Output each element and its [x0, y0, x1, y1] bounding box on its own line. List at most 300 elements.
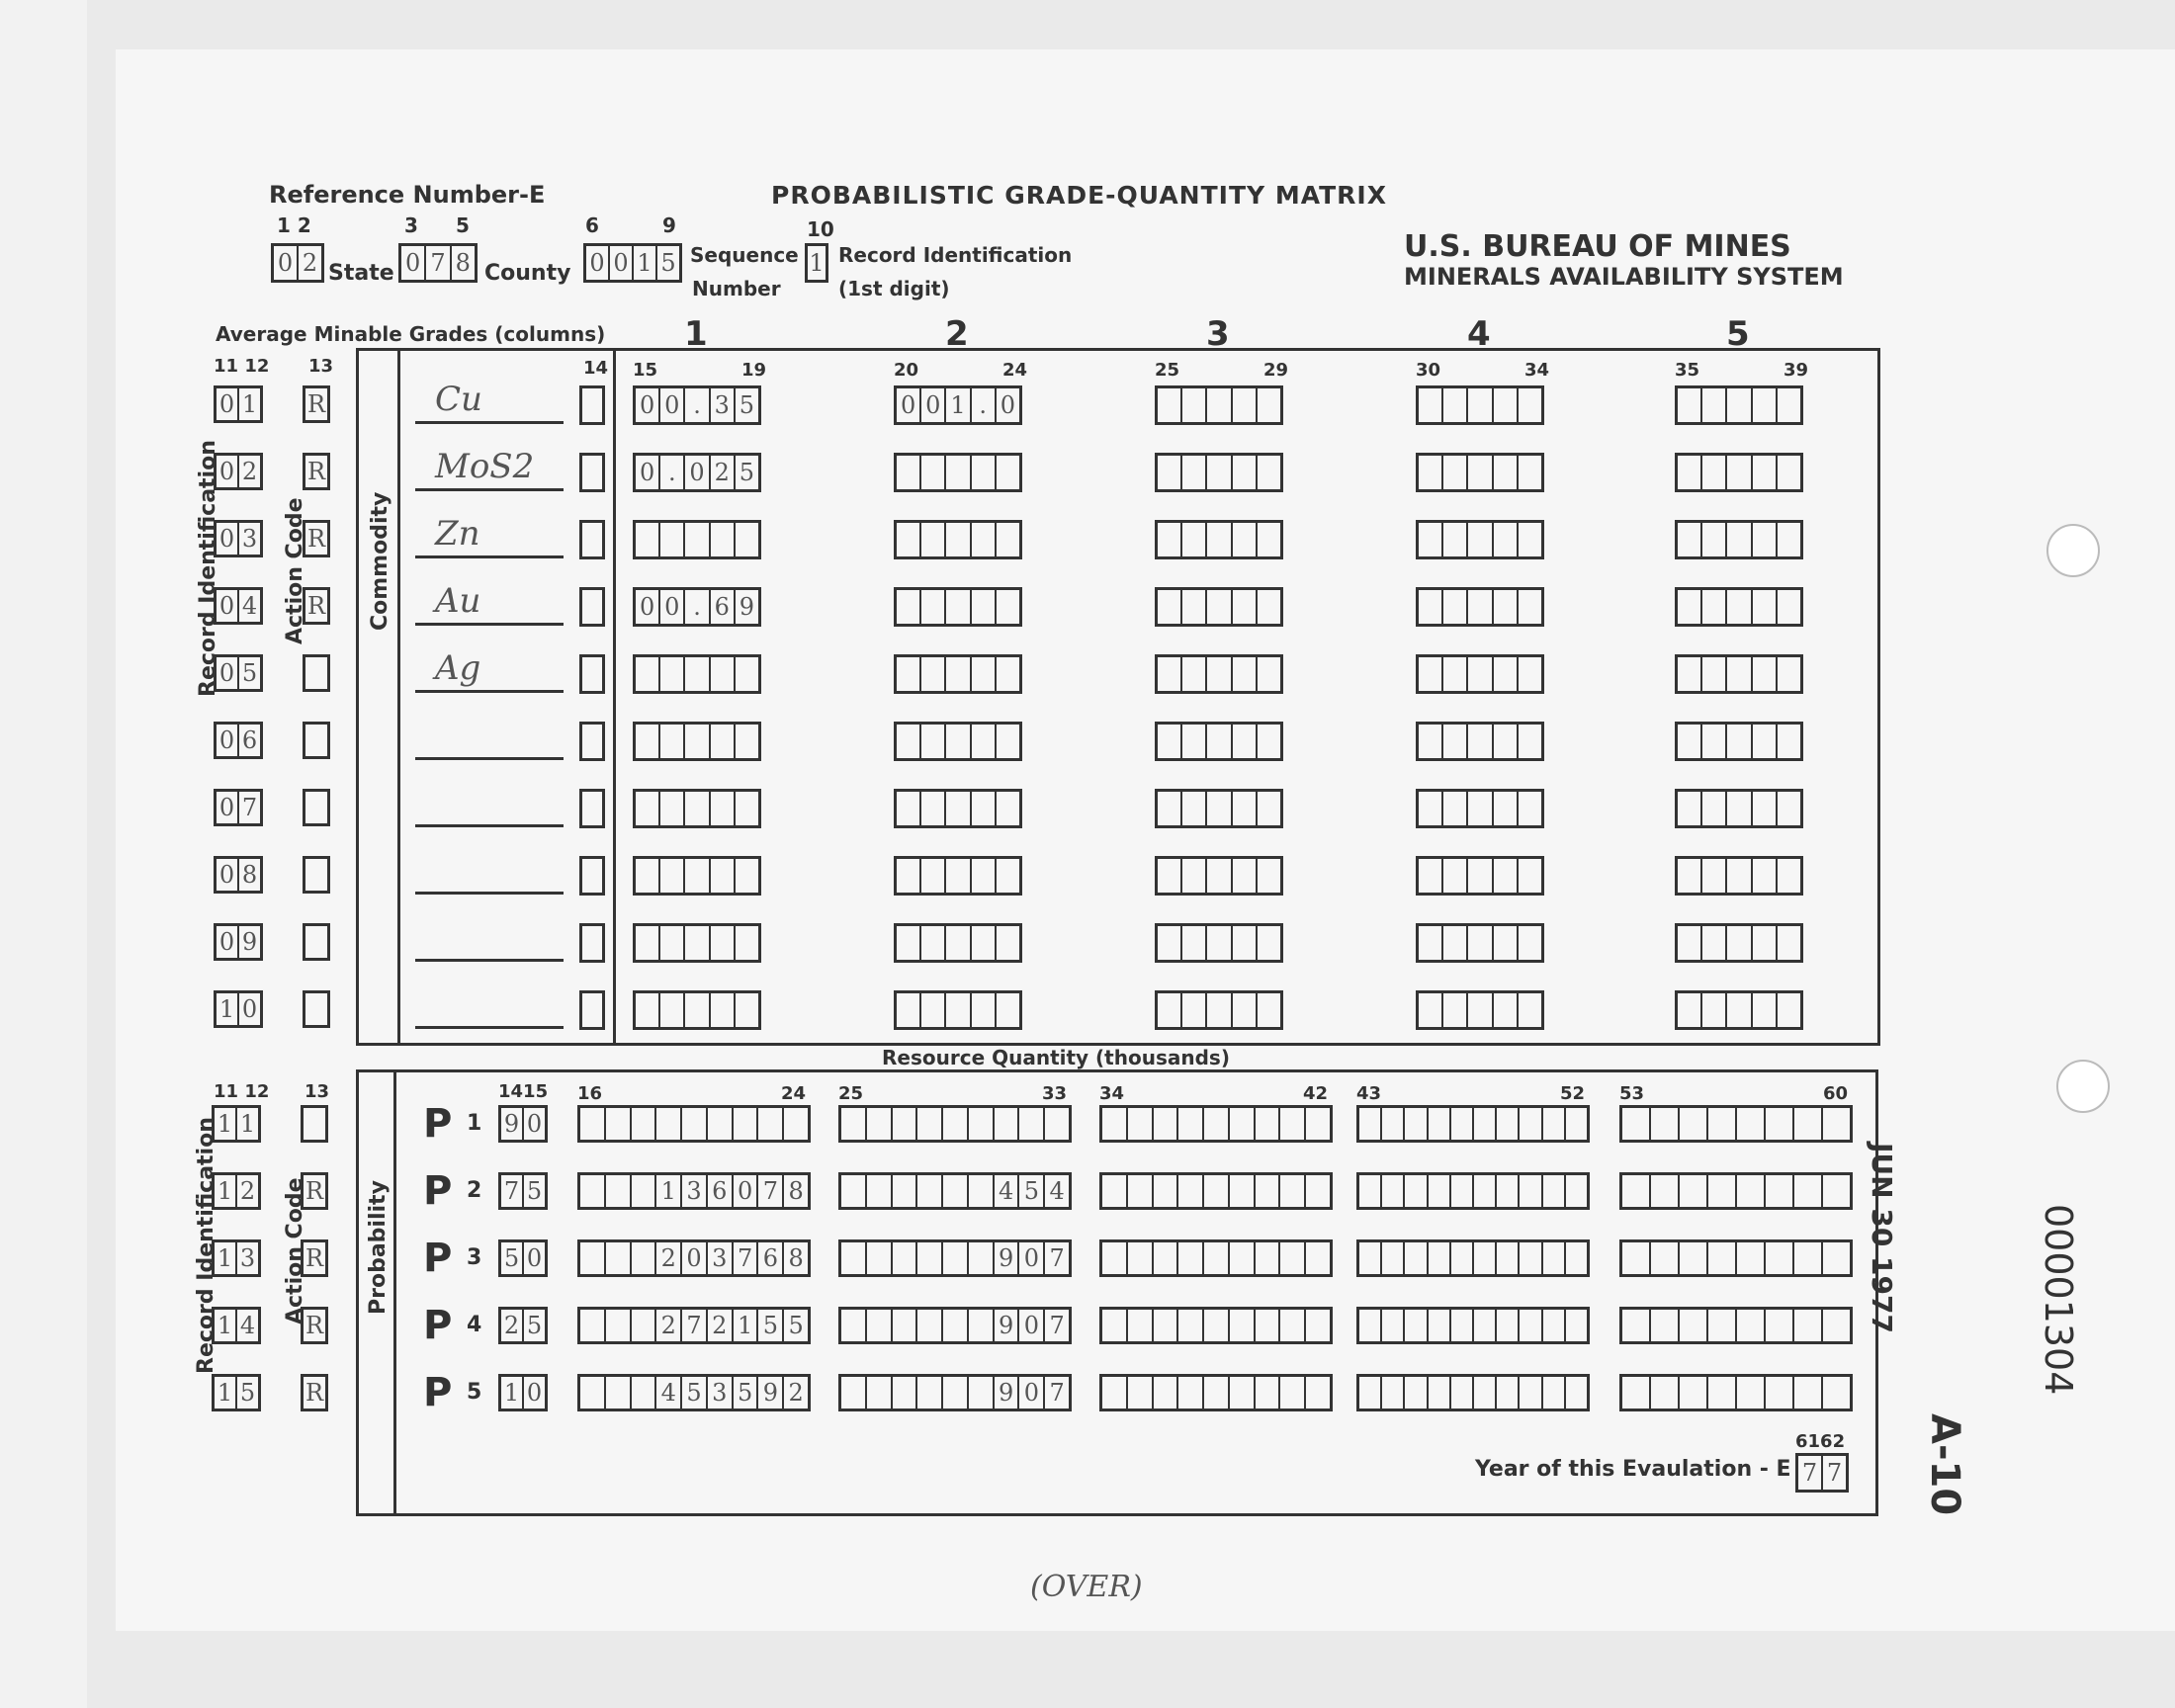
box-cell[interactable]: 1: [217, 993, 239, 1025]
box-cell[interactable]: [1520, 1108, 1542, 1140]
box-cell[interactable]: [1519, 725, 1541, 758]
box-cell[interactable]: [1519, 523, 1541, 556]
box-cell[interactable]: 0: [526, 1110, 543, 1138]
box-cell[interactable]: [1233, 523, 1258, 556]
box-cell[interactable]: [1737, 1242, 1766, 1274]
box-cell[interactable]: [917, 1310, 943, 1341]
box-cell[interactable]: [1419, 993, 1443, 1027]
box-cell[interactable]: 7: [1049, 1244, 1065, 1272]
grade-box[interactable]: [1155, 587, 1283, 627]
box-cell[interactable]: [1419, 523, 1443, 556]
box-cell[interactable]: [946, 657, 971, 691]
box-cell[interactable]: [1678, 456, 1702, 489]
box-cell[interactable]: [1727, 859, 1752, 893]
box-cell[interactable]: [1443, 590, 1468, 624]
box-cell[interactable]: [1419, 657, 1443, 691]
box-cell[interactable]: [1494, 993, 1519, 1027]
box-cell[interactable]: [1678, 657, 1702, 691]
box-cell[interactable]: [1158, 993, 1182, 1027]
box-cell[interactable]: 0: [217, 926, 239, 958]
box-cell[interactable]: [1451, 1310, 1474, 1341]
box-cell[interactable]: [1102, 1108, 1128, 1140]
action-code-box[interactable]: [301, 1374, 328, 1411]
box-cell[interactable]: [1727, 388, 1752, 422]
probability-value-box[interactable]: [498, 1105, 548, 1143]
box-cell[interactable]: [1520, 1175, 1542, 1207]
box-cell[interactable]: 8: [788, 1244, 804, 1272]
box-cell[interactable]: 1: [656, 1175, 682, 1207]
box-cell[interactable]: [969, 1175, 995, 1207]
box-cell[interactable]: [305, 993, 327, 1025]
box-cell[interactable]: [1443, 859, 1468, 893]
box-cell[interactable]: .: [685, 590, 710, 624]
box-cell[interactable]: [1204, 1377, 1230, 1409]
action-code-box[interactable]: [303, 453, 330, 490]
box-cell[interactable]: [1419, 792, 1443, 825]
box-cell[interactable]: [1778, 590, 1800, 624]
box-cell[interactable]: [1280, 1377, 1306, 1409]
box-cell[interactable]: [1678, 792, 1702, 825]
box-cell[interactable]: [1429, 1377, 1451, 1409]
box-cell[interactable]: 2: [501, 1310, 524, 1341]
box-cell[interactable]: [580, 1175, 606, 1207]
commodity-flag-box[interactable]: [579, 453, 605, 492]
grade-box[interactable]: [1155, 923, 1283, 963]
box-cell[interactable]: [1474, 1242, 1497, 1274]
box-cell[interactable]: [711, 523, 736, 556]
box-cell[interactable]: [580, 1242, 606, 1274]
box-cell[interactable]: [969, 1377, 995, 1409]
box-cell[interactable]: [1468, 657, 1493, 691]
box-cell[interactable]: [946, 456, 971, 489]
quantity-box[interactable]: [1356, 1105, 1590, 1143]
box-cell[interactable]: [1258, 590, 1280, 624]
box-cell[interactable]: 1: [239, 1110, 256, 1138]
grade-box[interactable]: [633, 385, 761, 425]
record-id-box[interactable]: [214, 990, 263, 1028]
box-cell[interactable]: [736, 792, 758, 825]
box-cell[interactable]: [1497, 1108, 1520, 1140]
box-cell[interactable]: 8: [241, 861, 258, 889]
box-cell[interactable]: [1154, 1377, 1179, 1409]
box-cell[interactable]: [1306, 1108, 1330, 1140]
box-cell[interactable]: [1519, 456, 1541, 489]
box-cell[interactable]: 5: [1019, 1175, 1045, 1207]
box-cell[interactable]: 3: [708, 1377, 734, 1409]
box-cell[interactable]: [997, 657, 1019, 691]
quantity-box[interactable]: [1356, 1307, 1590, 1344]
box-cell[interactable]: [636, 993, 660, 1027]
box-cell[interactable]: [1419, 725, 1443, 758]
box-cell[interactable]: [1178, 1108, 1204, 1140]
box-cell[interactable]: [1443, 926, 1468, 960]
box-cell[interactable]: [1566, 1377, 1587, 1409]
box-cell[interactable]: [1543, 1175, 1566, 1207]
grade-box[interactable]: [633, 856, 761, 896]
record-id-box[interactable]: [212, 1307, 261, 1344]
grade-box[interactable]: [1155, 789, 1283, 828]
box-cell[interactable]: [1702, 590, 1727, 624]
box-cell[interactable]: [1382, 1108, 1405, 1140]
box-cell[interactable]: [917, 1108, 943, 1140]
box-cell[interactable]: 9: [995, 1310, 1020, 1341]
box-cell[interactable]: [1256, 1108, 1281, 1140]
box-cell[interactable]: 3: [708, 1242, 734, 1274]
box-cell[interactable]: [1233, 456, 1258, 489]
commodity-flag-box[interactable]: [579, 923, 605, 963]
box-cell[interactable]: [897, 725, 921, 758]
box-cell[interactable]: [1737, 1377, 1766, 1409]
box-cell[interactable]: [1519, 657, 1541, 691]
grade-box[interactable]: [894, 722, 1022, 761]
box-cell[interactable]: [1182, 993, 1207, 1027]
box-cell[interactable]: [1823, 1108, 1850, 1140]
box-cell[interactable]: 2: [788, 1379, 804, 1407]
box-cell[interactable]: 9: [241, 928, 258, 956]
box-cell[interactable]: [1405, 1242, 1428, 1274]
box-cell[interactable]: [1178, 1310, 1204, 1341]
box-cell[interactable]: 0: [217, 590, 239, 622]
box-cell[interactable]: [1419, 926, 1443, 960]
box-cell[interactable]: [1468, 993, 1493, 1027]
box-cell[interactable]: [972, 926, 997, 960]
action-code-box[interactable]: [303, 722, 330, 759]
box-cell[interactable]: [685, 792, 710, 825]
box-cell[interactable]: 0: [921, 388, 946, 422]
box-cell[interactable]: 7: [682, 1310, 708, 1341]
box-cell[interactable]: [1102, 1310, 1128, 1341]
box-cell[interactable]: [1823, 1377, 1850, 1409]
box-cell[interactable]: [1256, 1310, 1281, 1341]
box-cell[interactable]: [1258, 792, 1280, 825]
box-cell[interactable]: [1468, 725, 1493, 758]
grade-box[interactable]: [894, 587, 1022, 627]
box-cell[interactable]: 3: [241, 525, 258, 553]
box-cell[interactable]: 9: [995, 1242, 1020, 1274]
box-cell[interactable]: 5: [682, 1377, 708, 1409]
box-cell[interactable]: 0: [682, 1242, 708, 1274]
grade-box[interactable]: [1675, 990, 1803, 1030]
box-cell[interactable]: [1451, 1377, 1474, 1409]
box-cell[interactable]: [1178, 1377, 1204, 1409]
box-cell[interactable]: [1753, 388, 1778, 422]
box-cell[interactable]: [1494, 792, 1519, 825]
box-cell[interactable]: 0: [897, 388, 921, 422]
box-cell[interactable]: [1519, 792, 1541, 825]
box-cell[interactable]: [1451, 1242, 1474, 1274]
box-cell[interactable]: 5: [526, 1177, 543, 1205]
box-cell[interactable]: [1766, 1242, 1794, 1274]
box-cell[interactable]: [685, 523, 710, 556]
box-cell[interactable]: [636, 926, 660, 960]
box-cell[interactable]: [1182, 725, 1207, 758]
box-cell[interactable]: 5: [734, 1377, 759, 1409]
box-cell[interactable]: [893, 1377, 918, 1409]
grade-box[interactable]: [1155, 722, 1283, 761]
box-cell[interactable]: [685, 926, 710, 960]
box-cell[interactable]: 7: [758, 1175, 784, 1207]
box-cell[interactable]: [1702, 657, 1727, 691]
box-cell[interactable]: 0: [1019, 1377, 1045, 1409]
box-cell[interactable]: [1230, 1242, 1256, 1274]
quantity-box[interactable]: [838, 1172, 1072, 1210]
box-cell[interactable]: [897, 456, 921, 489]
box-cell[interactable]: 4: [1049, 1177, 1065, 1205]
box-cell[interactable]: [1306, 1310, 1330, 1341]
box-cell[interactable]: [997, 523, 1019, 556]
box-cell[interactable]: [636, 523, 660, 556]
box-cell[interactable]: [969, 1242, 995, 1274]
box-cell[interactable]: 5: [660, 249, 676, 277]
action-code-box[interactable]: [303, 789, 330, 826]
box-cell[interactable]: [972, 993, 997, 1027]
box-cell[interactable]: [897, 523, 921, 556]
box-cell[interactable]: 0: [217, 523, 239, 555]
box-cell[interactable]: [685, 725, 710, 758]
box-cell[interactable]: [1708, 1310, 1737, 1341]
box-cell[interactable]: [1753, 657, 1778, 691]
box-cell[interactable]: [921, 590, 946, 624]
box-cell[interactable]: [1702, 859, 1727, 893]
box-cell[interactable]: R: [304, 1244, 324, 1272]
box-cell[interactable]: [1230, 1108, 1256, 1140]
box-cell[interactable]: [736, 859, 758, 893]
quantity-box[interactable]: [1619, 1172, 1853, 1210]
record-id-box[interactable]: [214, 385, 263, 423]
box-cell[interactable]: 0: [217, 388, 239, 420]
box-cell[interactable]: 9: [739, 593, 755, 621]
box-cell[interactable]: [1753, 590, 1778, 624]
grade-box[interactable]: [633, 923, 761, 963]
box-cell[interactable]: [943, 1310, 969, 1341]
box-cell[interactable]: [1204, 1175, 1230, 1207]
box-cell[interactable]: [1154, 1175, 1179, 1207]
box-cell[interactable]: [1419, 388, 1443, 422]
box-cell[interactable]: [1204, 1242, 1230, 1274]
box-cell[interactable]: [656, 1108, 682, 1140]
box-cell[interactable]: [636, 859, 660, 893]
quantity-box[interactable]: [1099, 1105, 1333, 1143]
box-cell[interactable]: 7: [501, 1175, 524, 1207]
box-cell[interactable]: [660, 993, 685, 1027]
record-id-box[interactable]: [212, 1374, 261, 1411]
box-cell[interactable]: [1204, 1108, 1230, 1140]
box-cell[interactable]: [1794, 1108, 1823, 1140]
box-cell[interactable]: [1207, 993, 1232, 1027]
box-cell[interactable]: [921, 456, 946, 489]
sequence-box[interactable]: [583, 243, 682, 283]
box-cell[interactable]: [1182, 859, 1207, 893]
box-cell[interactable]: [1128, 1242, 1154, 1274]
box-cell[interactable]: 0: [1019, 1242, 1045, 1274]
grade-box[interactable]: [1675, 385, 1803, 425]
box-cell[interactable]: 7: [734, 1242, 759, 1274]
box-cell[interactable]: [1702, 993, 1727, 1027]
box-cell[interactable]: [1474, 1108, 1497, 1140]
grade-box[interactable]: [1675, 587, 1803, 627]
box-cell[interactable]: [997, 859, 1019, 893]
record-id-box[interactable]: [212, 1239, 261, 1277]
box-cell[interactable]: [632, 1377, 657, 1409]
box-cell[interactable]: [1233, 993, 1258, 1027]
box-cell[interactable]: [660, 523, 685, 556]
box-cell[interactable]: 5: [526, 1312, 543, 1339]
box-cell[interactable]: [1737, 1108, 1766, 1140]
grade-box[interactable]: [1416, 789, 1544, 828]
box-cell[interactable]: [1359, 1310, 1382, 1341]
record-id-box[interactable]: [214, 722, 263, 759]
box-cell[interactable]: [1256, 1377, 1281, 1409]
record-id-box[interactable]: [214, 856, 263, 894]
box-cell[interactable]: [1207, 657, 1232, 691]
box-cell[interactable]: [1019, 1108, 1045, 1140]
box-cell[interactable]: [1158, 590, 1182, 624]
box-cell[interactable]: [1258, 859, 1280, 893]
box-cell[interactable]: [1256, 1175, 1281, 1207]
box-cell[interactable]: [606, 1108, 632, 1140]
box-cell[interactable]: [632, 1175, 657, 1207]
grade-box[interactable]: [1416, 587, 1544, 627]
box-cell[interactable]: [1102, 1175, 1128, 1207]
box-cell[interactable]: [1182, 456, 1207, 489]
box-cell[interactable]: [1778, 523, 1800, 556]
box-cell[interactable]: [1306, 1242, 1330, 1274]
box-cell[interactable]: [917, 1377, 943, 1409]
probability-value-box[interactable]: [498, 1374, 548, 1411]
box-cell[interactable]: [580, 1377, 606, 1409]
box-cell[interactable]: [1708, 1377, 1737, 1409]
box-cell[interactable]: [897, 792, 921, 825]
grade-box[interactable]: [1675, 453, 1803, 492]
box-cell[interactable]: [1778, 388, 1800, 422]
grade-box[interactable]: [894, 520, 1022, 559]
box-cell[interactable]: [305, 725, 327, 756]
box-cell[interactable]: [1543, 1108, 1566, 1140]
box-cell[interactable]: 0: [217, 456, 239, 487]
box-cell[interactable]: [1778, 993, 1800, 1027]
box-cell[interactable]: [1519, 590, 1541, 624]
record-id-box[interactable]: [212, 1105, 261, 1143]
box-cell[interactable]: [997, 456, 1019, 489]
box-cell[interactable]: [1680, 1242, 1708, 1274]
box-cell[interactable]: [972, 657, 997, 691]
box-cell[interactable]: [1494, 657, 1519, 691]
action-code-box[interactable]: [303, 990, 330, 1028]
commodity-flag-box[interactable]: [579, 587, 605, 627]
box-cell[interactable]: 2: [656, 1310, 682, 1341]
box-cell[interactable]: [943, 1175, 969, 1207]
box-cell[interactable]: [1708, 1242, 1737, 1274]
box-cell[interactable]: 5: [241, 659, 258, 687]
box-cell[interactable]: [1443, 523, 1468, 556]
box-cell[interactable]: [305, 792, 327, 823]
box-cell[interactable]: [997, 725, 1019, 758]
box-cell[interactable]: [305, 926, 327, 958]
grade-box[interactable]: [894, 385, 1022, 425]
box-cell[interactable]: [1154, 1242, 1179, 1274]
box-cell[interactable]: [946, 926, 971, 960]
box-cell[interactable]: 6: [241, 726, 258, 754]
box-cell[interactable]: [1182, 590, 1207, 624]
box-cell[interactable]: 6: [711, 590, 736, 624]
quantity-box[interactable]: [1619, 1105, 1853, 1143]
grade-box[interactable]: [1416, 856, 1544, 896]
grade-box[interactable]: [894, 654, 1022, 694]
box-cell[interactable]: [1443, 792, 1468, 825]
box-cell[interactable]: [1128, 1310, 1154, 1341]
box-cell[interactable]: [758, 1108, 784, 1140]
action-code-box[interactable]: [301, 1172, 328, 1210]
box-cell[interactable]: 1: [215, 1310, 237, 1341]
box-cell[interactable]: [1443, 388, 1468, 422]
box-cell[interactable]: [1468, 456, 1493, 489]
box-cell[interactable]: [1258, 456, 1280, 489]
box-cell[interactable]: [1727, 926, 1752, 960]
box-cell[interactable]: 1: [634, 246, 657, 280]
box-cell[interactable]: R: [306, 390, 326, 418]
box-cell[interactable]: [1543, 1377, 1566, 1409]
box-cell[interactable]: 3: [682, 1175, 708, 1207]
box-cell[interactable]: 0: [1019, 1310, 1045, 1341]
box-cell[interactable]: [946, 725, 971, 758]
box-cell[interactable]: [1474, 1175, 1497, 1207]
box-cell[interactable]: [1382, 1242, 1405, 1274]
box-cell[interactable]: [1182, 388, 1207, 422]
box-cell[interactable]: [969, 1310, 995, 1341]
box-cell[interactable]: [1158, 926, 1182, 960]
box-cell[interactable]: [1651, 1242, 1680, 1274]
box-cell[interactable]: 1: [809, 249, 825, 277]
box-cell[interactable]: [1678, 388, 1702, 422]
box-cell[interactable]: R: [304, 1177, 324, 1205]
grade-box[interactable]: [1155, 453, 1283, 492]
record-id-box[interactable]: [212, 1172, 261, 1210]
box-cell[interactable]: R: [306, 458, 326, 485]
grade-box[interactable]: [633, 654, 761, 694]
action-code-box[interactable]: [303, 520, 330, 557]
record-id-box[interactable]: [214, 923, 263, 961]
quantity-box[interactable]: [838, 1105, 1072, 1143]
box-cell[interactable]: [1702, 388, 1727, 422]
box-cell[interactable]: [921, 725, 946, 758]
grade-box[interactable]: [894, 856, 1022, 896]
box-cell[interactable]: [972, 725, 997, 758]
box-cell[interactable]: [1823, 1175, 1850, 1207]
box-cell[interactable]: [1678, 725, 1702, 758]
box-cell[interactable]: [921, 657, 946, 691]
box-cell[interactable]: [1468, 590, 1493, 624]
box-cell[interactable]: [1678, 523, 1702, 556]
box-cell[interactable]: [841, 1377, 867, 1409]
box-cell[interactable]: [1494, 859, 1519, 893]
box-cell[interactable]: 5: [239, 1379, 256, 1407]
box-cell[interactable]: 7: [1049, 1379, 1065, 1407]
box-cell[interactable]: [711, 926, 736, 960]
box-cell[interactable]: [711, 725, 736, 758]
box-cell[interactable]: [972, 523, 997, 556]
box-cell[interactable]: [867, 1175, 893, 1207]
box-cell[interactable]: 2: [239, 1177, 256, 1205]
box-cell[interactable]: [1258, 657, 1280, 691]
box-cell[interactable]: [1519, 993, 1541, 1027]
box-cell[interactable]: [1429, 1108, 1451, 1140]
box-cell[interactable]: [1306, 1175, 1330, 1207]
box-cell[interactable]: [1154, 1108, 1179, 1140]
action-code-box[interactable]: [303, 856, 330, 894]
box-cell[interactable]: 1: [215, 1108, 237, 1140]
box-cell[interactable]: 0: [1000, 391, 1016, 419]
box-cell[interactable]: [1519, 926, 1541, 960]
